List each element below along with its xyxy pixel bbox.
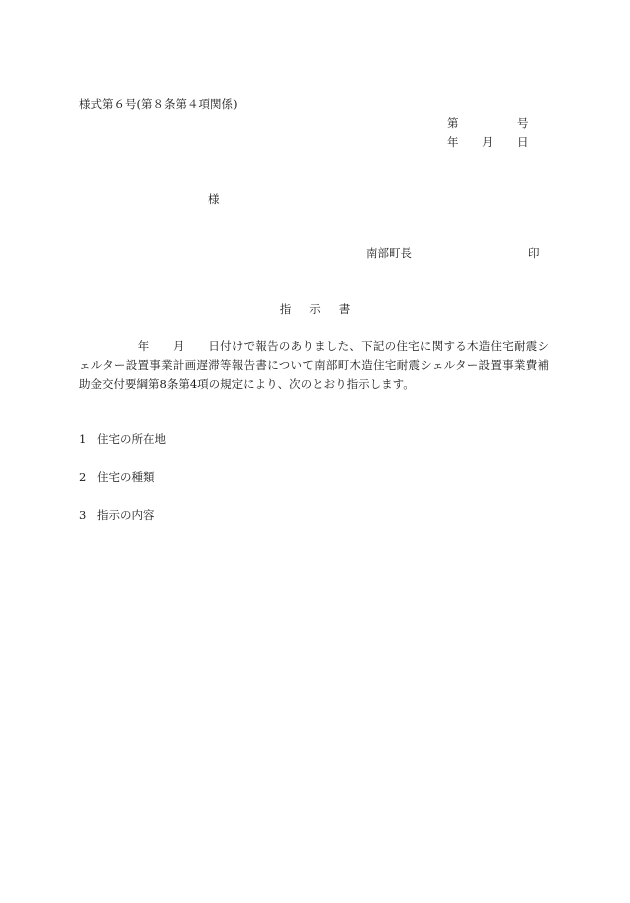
list-item-label: 住宅の種類 bbox=[97, 470, 155, 484]
form-number: 様式第６号(第８条第４項関係) bbox=[79, 97, 238, 111]
title-char: 書 bbox=[338, 302, 351, 316]
seal-mark: 印 bbox=[528, 246, 540, 260]
list-item-number: 2 bbox=[79, 470, 87, 484]
list-item-label: 住宅の所在地 bbox=[97, 432, 166, 446]
date-day-label: 日 bbox=[517, 135, 529, 149]
body-paragraph: 年 月 日付けで報告のありました、下記の住宅に関する木造住宅耐震シェルター設置事業計画遅滞等報告書について南部町木造住宅耐震シェルター設置事業費補助金交付要綱第8条第4項の規定により、次のとおり指示します。 bbox=[79, 339, 549, 391]
issuer-title: 南部町長 bbox=[366, 246, 412, 260]
date-year-label: 年 bbox=[447, 135, 459, 149]
date-month-label: 月 bbox=[482, 135, 494, 149]
title-char: 示 bbox=[309, 302, 321, 316]
list-item-number: 1 bbox=[79, 432, 87, 446]
document-title bbox=[0, 301, 630, 317]
list-item bbox=[79, 431, 166, 447]
title-char: 指 bbox=[279, 302, 292, 316]
issue-number-prefix: 第 bbox=[447, 116, 459, 130]
list-item-number: 3 bbox=[79, 508, 87, 522]
list-item bbox=[79, 469, 155, 485]
list-item-label: 指示の内容 bbox=[97, 508, 155, 522]
list-item bbox=[79, 507, 155, 523]
recipient-honorific: 様 bbox=[208, 192, 220, 206]
issue-number-suffix: 号 bbox=[517, 116, 529, 130]
